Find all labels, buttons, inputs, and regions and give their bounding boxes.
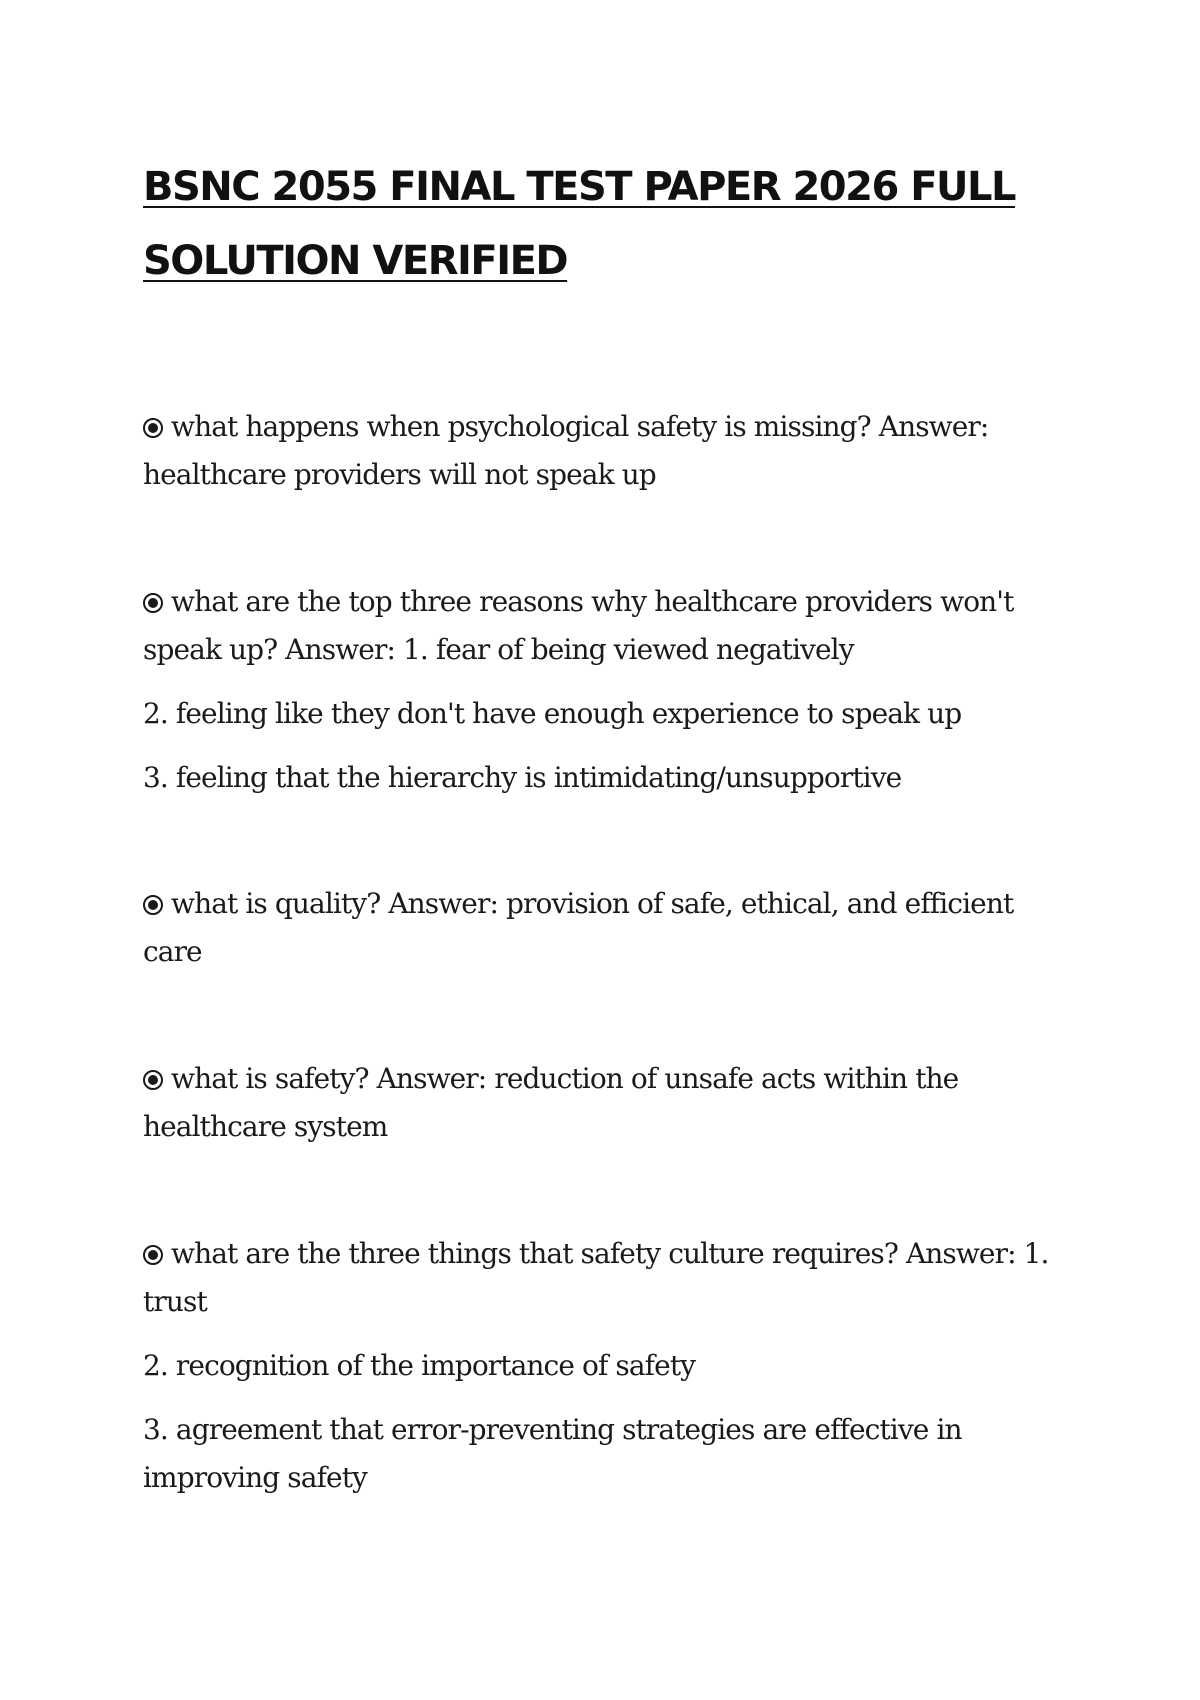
page-title-text: BSNC 2055 FINAL TEST PAPER 2026 FULL SOLUTION VERIFIED (143, 164, 1015, 284)
radio-bullet-icon (143, 1070, 163, 1090)
qa-line-text: what is safety? Answer: reduction of unsafe acts within the healthcare system (143, 1062, 959, 1143)
radio-bullet-icon (143, 1245, 163, 1265)
qa-answer-line: 3. feeling that the hierarchy is intimidating/unsupportive (143, 761, 902, 794)
qa-item (143, 403, 1063, 499)
qa-line-text: what are the three things that safety culture requires? Answer: 1. trust (143, 1237, 1049, 1318)
qa-line-text: what is quality? Answer: provision of safe, ethical, and efficient care (143, 887, 1014, 968)
radio-bullet-icon (143, 593, 163, 613)
qa-item (143, 578, 1063, 802)
page-title (143, 150, 1043, 298)
qa-item (143, 880, 1063, 976)
qa-question-line (143, 578, 1063, 674)
qa-line-text: what happens when psychological safety is missing? Answer: healthcare providers will not speak up (143, 410, 989, 491)
qa-question-line (143, 1055, 1063, 1151)
qa-question-line (143, 1230, 1063, 1326)
radio-bullet-icon (143, 418, 163, 438)
qa-answer-line: 2. feeling like they don't have enough experience to speak up (143, 697, 962, 730)
qa-item (143, 1055, 1063, 1151)
qa-item (143, 1230, 1063, 1502)
qa-question-line (143, 403, 1063, 499)
qa-question-line (143, 880, 1063, 976)
qa-answer-line: 2. recognition of the importance of safety (143, 1349, 696, 1382)
qa-answer-line: 3. agreement that error-preventing strategies are effective in improving safety (143, 1413, 962, 1494)
qa-line-text: what are the top three reasons why healthcare providers won't speak up? Answer: 1. fear of being viewed negatively (143, 585, 1014, 666)
radio-bullet-icon (143, 895, 163, 915)
